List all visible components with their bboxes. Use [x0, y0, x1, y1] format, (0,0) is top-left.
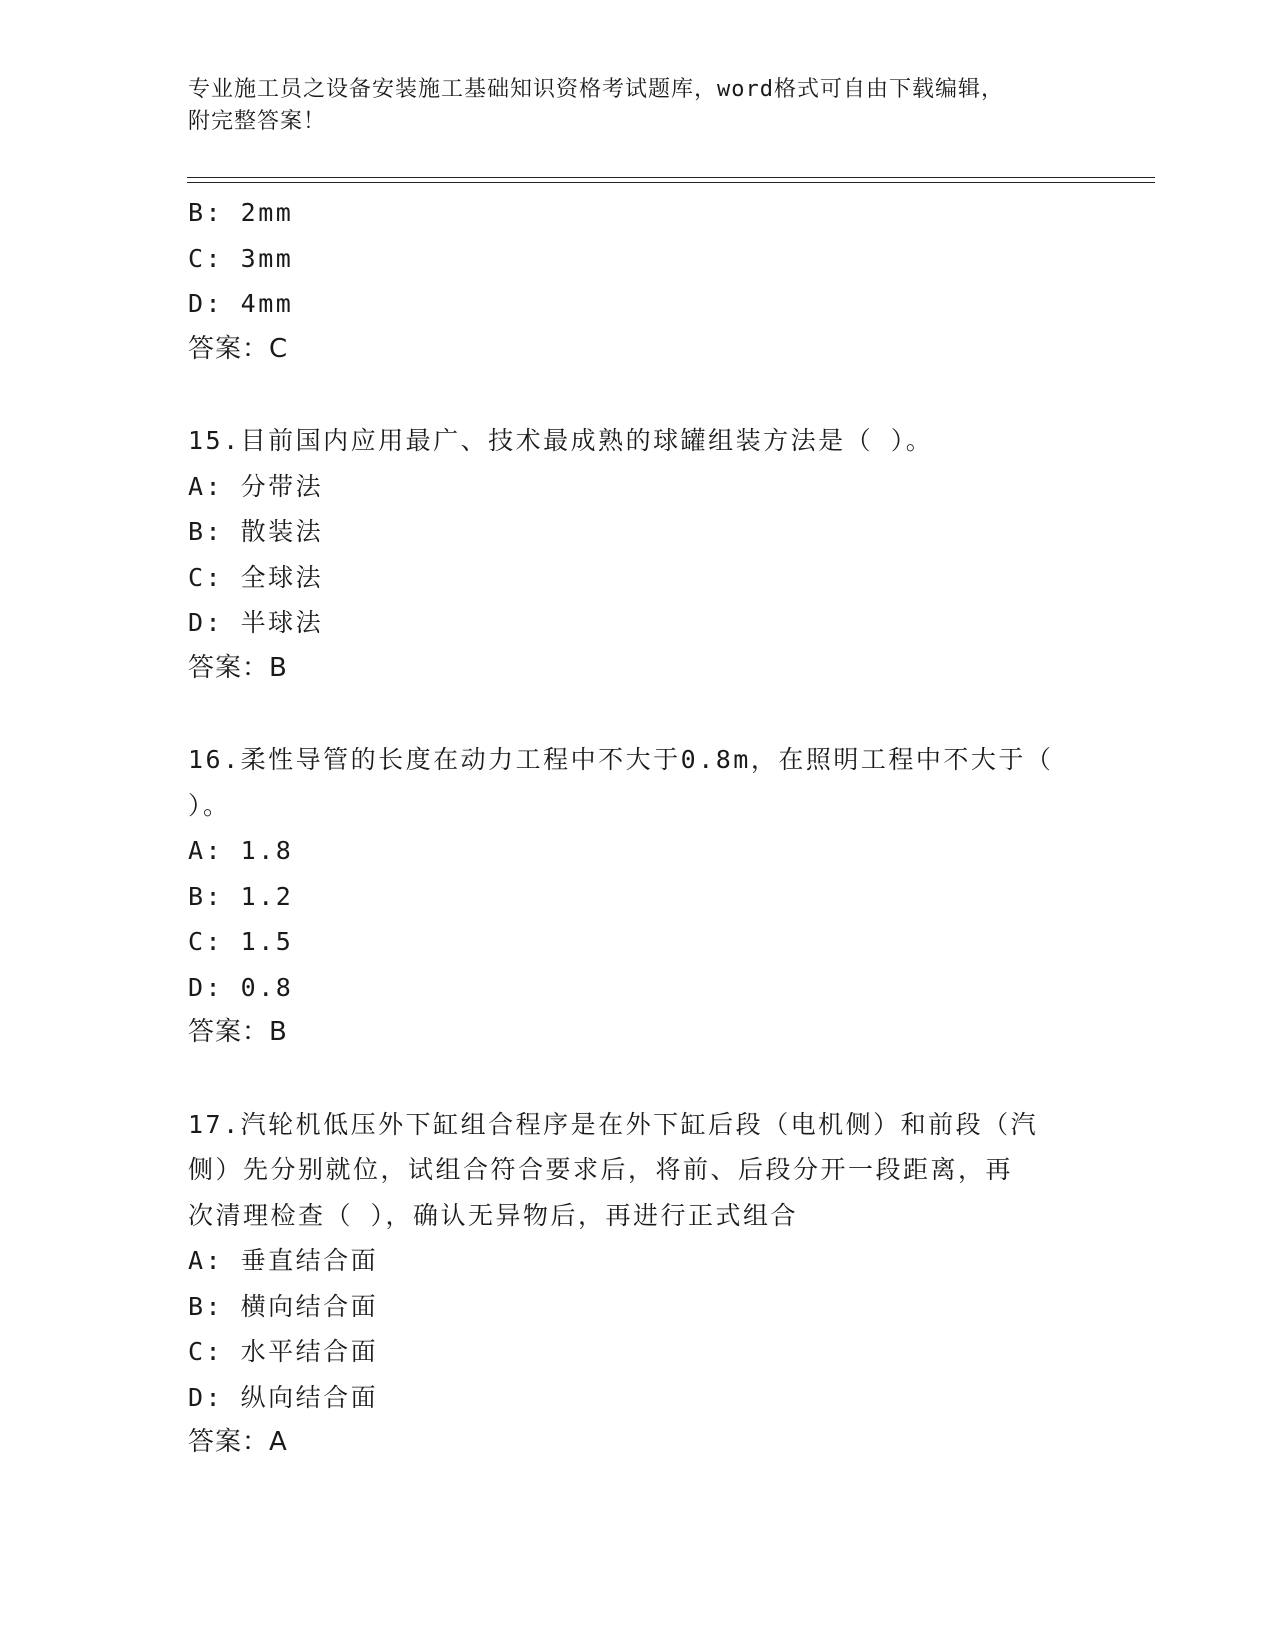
option-c: C: 3mm — [188, 243, 294, 273]
header-double-rule — [187, 177, 1155, 183]
question-15 — [188, 418, 1088, 691]
option-a: A: 分带法 — [188, 471, 324, 501]
spacer — [188, 1056, 1088, 1102]
option-c: C: 水平结合面 — [188, 1337, 379, 1366]
spacer — [188, 372, 1088, 418]
option-b: B: 2mm — [188, 198, 294, 227]
question-stem-continued: 次清理检查（ ），确认无异物后，再进行正式组合 — [188, 1200, 799, 1230]
option-b: B: 1.2 — [188, 881, 294, 911]
option-a: A: 垂直结合面 — [188, 1246, 379, 1275]
question-17 — [188, 1102, 1088, 1466]
header-title-line-1: 专业施工员之设备安装施工基础知识资格考试题库，word格式可自由下载编辑， — [188, 77, 1004, 102]
option-d: D: 0.8 — [188, 972, 294, 1002]
option-d: D: 4mm — [188, 289, 294, 318]
question-stem: 15.目前国内应用最广、技术最成熟的球罐组装方法是（ ）。 — [188, 426, 934, 455]
option-b: B: 散装法 — [188, 517, 324, 546]
option-b: B: 横向结合面 — [188, 1291, 379, 1321]
spacer — [188, 691, 1088, 737]
question-stem-continued: ）。 — [188, 790, 231, 820]
question-list — [188, 190, 1088, 1466]
answer-line: 答案：B — [188, 1017, 288, 1047]
question-stem-continued: 侧）先分别就位，试组合符合要求后，将前、后段分开一段距离，再 — [188, 1155, 1014, 1184]
option-d: D: 半球法 — [188, 608, 324, 637]
header-title-line-2: 附完整答案！ — [188, 109, 327, 134]
option-c: C: 1.5 — [188, 927, 294, 956]
answer-line: 答案：C — [188, 333, 289, 364]
answer-line: 答案：A — [188, 1427, 288, 1457]
question-carryover — [188, 190, 1088, 372]
document-header — [188, 74, 1088, 138]
question-16 — [188, 737, 1088, 1056]
answer-line: 答案：B — [188, 652, 288, 683]
question-stem: 17.汽轮机低压外下缸组合程序是在外下缸后段（电机侧）和前段（汽 — [188, 1109, 1039, 1139]
question-stem: 16.柔性导管的长度在动力工程中不大于0.8m，在照明工程中不大于（ — [188, 745, 1054, 774]
option-d: D: 纵向结合面 — [188, 1382, 379, 1412]
option-a: A: 1.8 — [188, 836, 294, 865]
option-c: C: 全球法 — [188, 562, 324, 592]
